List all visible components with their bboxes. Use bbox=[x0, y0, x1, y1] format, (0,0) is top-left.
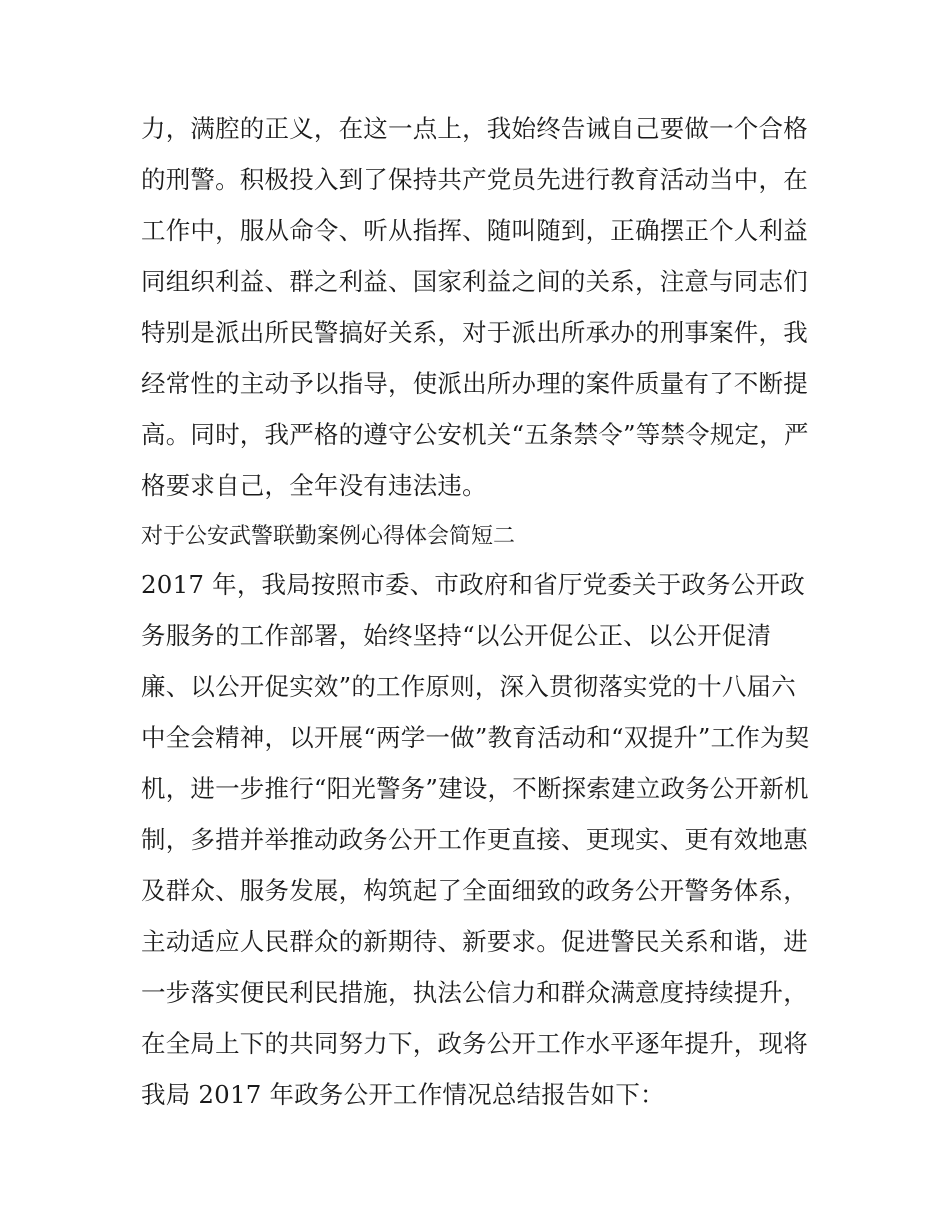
paragraph-line: 的刑警。积极投入到了保持共产党员先进行教育活动当中，在 bbox=[141, 165, 808, 194]
paragraph-line: 在全局上下的共同努力下，政务公开工作水平逐年提升，现将 bbox=[141, 1029, 808, 1058]
paragraph-line: 主动适应人民群众的新期待、新要求。促进警民关系和谐，进 bbox=[141, 927, 808, 956]
paragraph-line: 我局 2017 年政务公开工作情况总结报告如下： bbox=[141, 1080, 665, 1109]
paragraph-line: 2017 年，我局按照市委、市政府和省厅党委关于政务公开政 bbox=[141, 570, 805, 599]
paragraph-line: 工作中，服从命令、听从指挥、随叫随到，正确摆正个人利益 bbox=[141, 216, 808, 245]
paragraph-line: 中全会精神，以开展“两学一做”教育活动和“双提升”工作为契 bbox=[141, 723, 810, 752]
paragraph-line: 高。同时，我严格的遵守公安机关“五条禁令”等禁令规定，严 bbox=[141, 420, 809, 449]
paragraph-line: 务服务的工作部署，始终坚持“以公开促公正、以公开促清 bbox=[141, 621, 772, 650]
paragraph-line: 机，进一步推行“阳光警务”建设，不断探索建立政务公开新机 bbox=[141, 774, 809, 803]
paragraph-line: 制，多措并举推动政务公开工作更直接、更现实、更有效地惠 bbox=[141, 825, 808, 854]
paragraph-line: 经常性的主动予以指导，使派出所办理的案件质量有了不断提 bbox=[141, 369, 808, 398]
paragraph-line: 及群众、服务发展，构筑起了全面细致的政务公开警务体系， bbox=[141, 876, 808, 905]
section-heading: 对于公安武警联勤案例心得体会简短二 bbox=[141, 524, 516, 549]
paragraph-line: 一步落实便民利民措施，执法公信力和群众满意度持续提升， bbox=[141, 978, 808, 1007]
paragraph-line: 格要求自己，全年没有违法违。 bbox=[141, 471, 487, 500]
paragraph-line: 特别是派出所民警搞好关系，对于派出所承办的刑事案件，我 bbox=[141, 318, 808, 347]
paragraph-line: 同组织利益、群之利益、国家利益之间的关系，注意与同志们 bbox=[141, 267, 808, 296]
paragraph-line: 力，满腔的正义，在这一点上，我始终告诫自己要做一个合格 bbox=[141, 114, 808, 143]
paragraph-line: 廉、以公开促实效”的工作原则，深入贯彻落实党的十八届六 bbox=[141, 672, 796, 701]
